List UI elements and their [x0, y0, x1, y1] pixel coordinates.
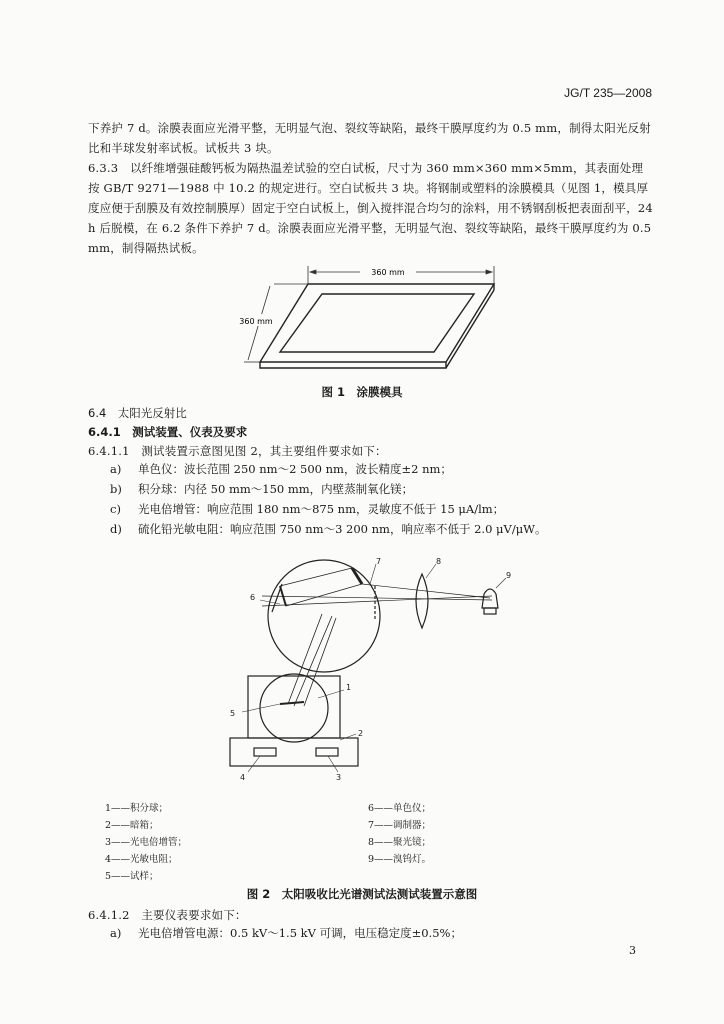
dark-box: [248, 676, 340, 738]
legend-item: 8——聚光镜；: [368, 837, 432, 848]
figure-2-legend-left: [105, 800, 187, 885]
legend-item: 9——溴钨灯。: [368, 854, 432, 865]
paragraph-continued: 下养护 7 d。涂膜表面应光滑平整，无明显气泡、裂纹等缺陷，最终干膜厚度约为 0.5 mm，制得太阳光反射比和半球发射率试板。试板共 3 块。: [88, 121, 651, 155]
list-item: b) 积分球：内径 50 mm～150 mm，内壁蒸制氧化镁；: [110, 482, 414, 496]
legend-item: 1——积分球；: [105, 803, 169, 814]
mold-outer-edge: [260, 284, 494, 362]
callout-4: 4: [240, 773, 246, 782]
paragraph-6-3-3: 6.3.3 以纤维增强硅酸钙板为隔热温差试验的空白试板，尺寸为 360 mm×360 mm×5mm，其表面处理按 GB/T 9271—1988 中 10.2 的规定进行。空白试板共 3 块。将钢制或塑料的涂膜模具（见图 1，模具厚度应便于刮膜及有效控制膜厚）固定于空白试板上，倒入搅拌混合均匀的涂料，用不锈钢刮板把表面刮平，24 h 后脱模，在 6.2 条件下养护 7 d。涂膜表面应光滑平整，无明显气泡、裂纹等缺陷，最终干膜厚度约为 0.5 mm，制得隔热试板。: [88, 161, 653, 255]
callout-7: 7: [376, 557, 382, 566]
page-number: 3: [629, 944, 636, 957]
condenser-lens: [416, 574, 428, 628]
callout-6: 6: [250, 593, 256, 602]
legend-item: 3——光电倍增管；: [105, 837, 188, 848]
list-item: a) 单色仪：波长范围 250 nm～2 500 nm，波长精度±2 nm；: [110, 462, 452, 476]
figure-1-coating-mold: [230, 262, 510, 380]
section-6-4-1-title: 6.4.1 测试装置、仪表及要求: [88, 425, 248, 439]
figure-2-caption: 图 2 太阳吸收比光谱测试法测试装置示意图: [246, 887, 478, 901]
section-6-4-1-1-intro: 6.4.1.1 测试装置示意图见图 2，其主要组件要求如下：: [88, 444, 387, 458]
callout-1: 1: [346, 683, 352, 692]
callout-3: 3: [336, 773, 342, 782]
callout-8: 8: [436, 557, 442, 566]
callout-5: 5: [230, 709, 236, 718]
callout-9: 9: [506, 571, 512, 580]
section-6-4-title: 6.4 太阳光反射比: [88, 406, 187, 420]
section-6-4-1-2-intro: 6.4.1.2 主要仪表要求如下：: [88, 908, 247, 922]
legend-item: 7——调制器；: [368, 820, 432, 831]
figure-2-legend-right: [368, 800, 431, 868]
standard-number: JG/T 235—2008: [564, 86, 652, 100]
figure-1-caption: 图 1 涂膜模具: [321, 385, 403, 399]
legend-item: 4——光敏电阻；: [105, 854, 178, 865]
monochromator-circle: [268, 560, 380, 672]
figure-2-apparatus-diagram: [222, 556, 532, 788]
legend-item: 5——试样；: [105, 871, 159, 882]
lamp-bulb: [482, 589, 498, 608]
list-item: a) 光电倍增管电源：0.5 kV～1.5 kV 可调，电压稳定度±0.5%；: [110, 926, 462, 940]
legend-item: 2——暗箱；: [105, 820, 159, 831]
list-item: c) 光电倍增管：响应范围 180 nm～875 nm，灵敏度不低于 15 μA/lm；: [110, 502, 505, 516]
dimension-left-label: 360 mm: [239, 317, 273, 326]
integrating-sphere: [260, 674, 328, 742]
callout-2: 2: [358, 729, 364, 738]
legend-item: 6——单色仪；: [368, 803, 432, 814]
dimension-top-label: 360 mm: [371, 268, 405, 277]
list-item: d) 硫化铅光敏电阻：响应范围 750 nm～3 200 nm，响应率不低于 2.0 μV/μW。: [110, 522, 547, 536]
mold-inner-edge: [280, 294, 474, 352]
